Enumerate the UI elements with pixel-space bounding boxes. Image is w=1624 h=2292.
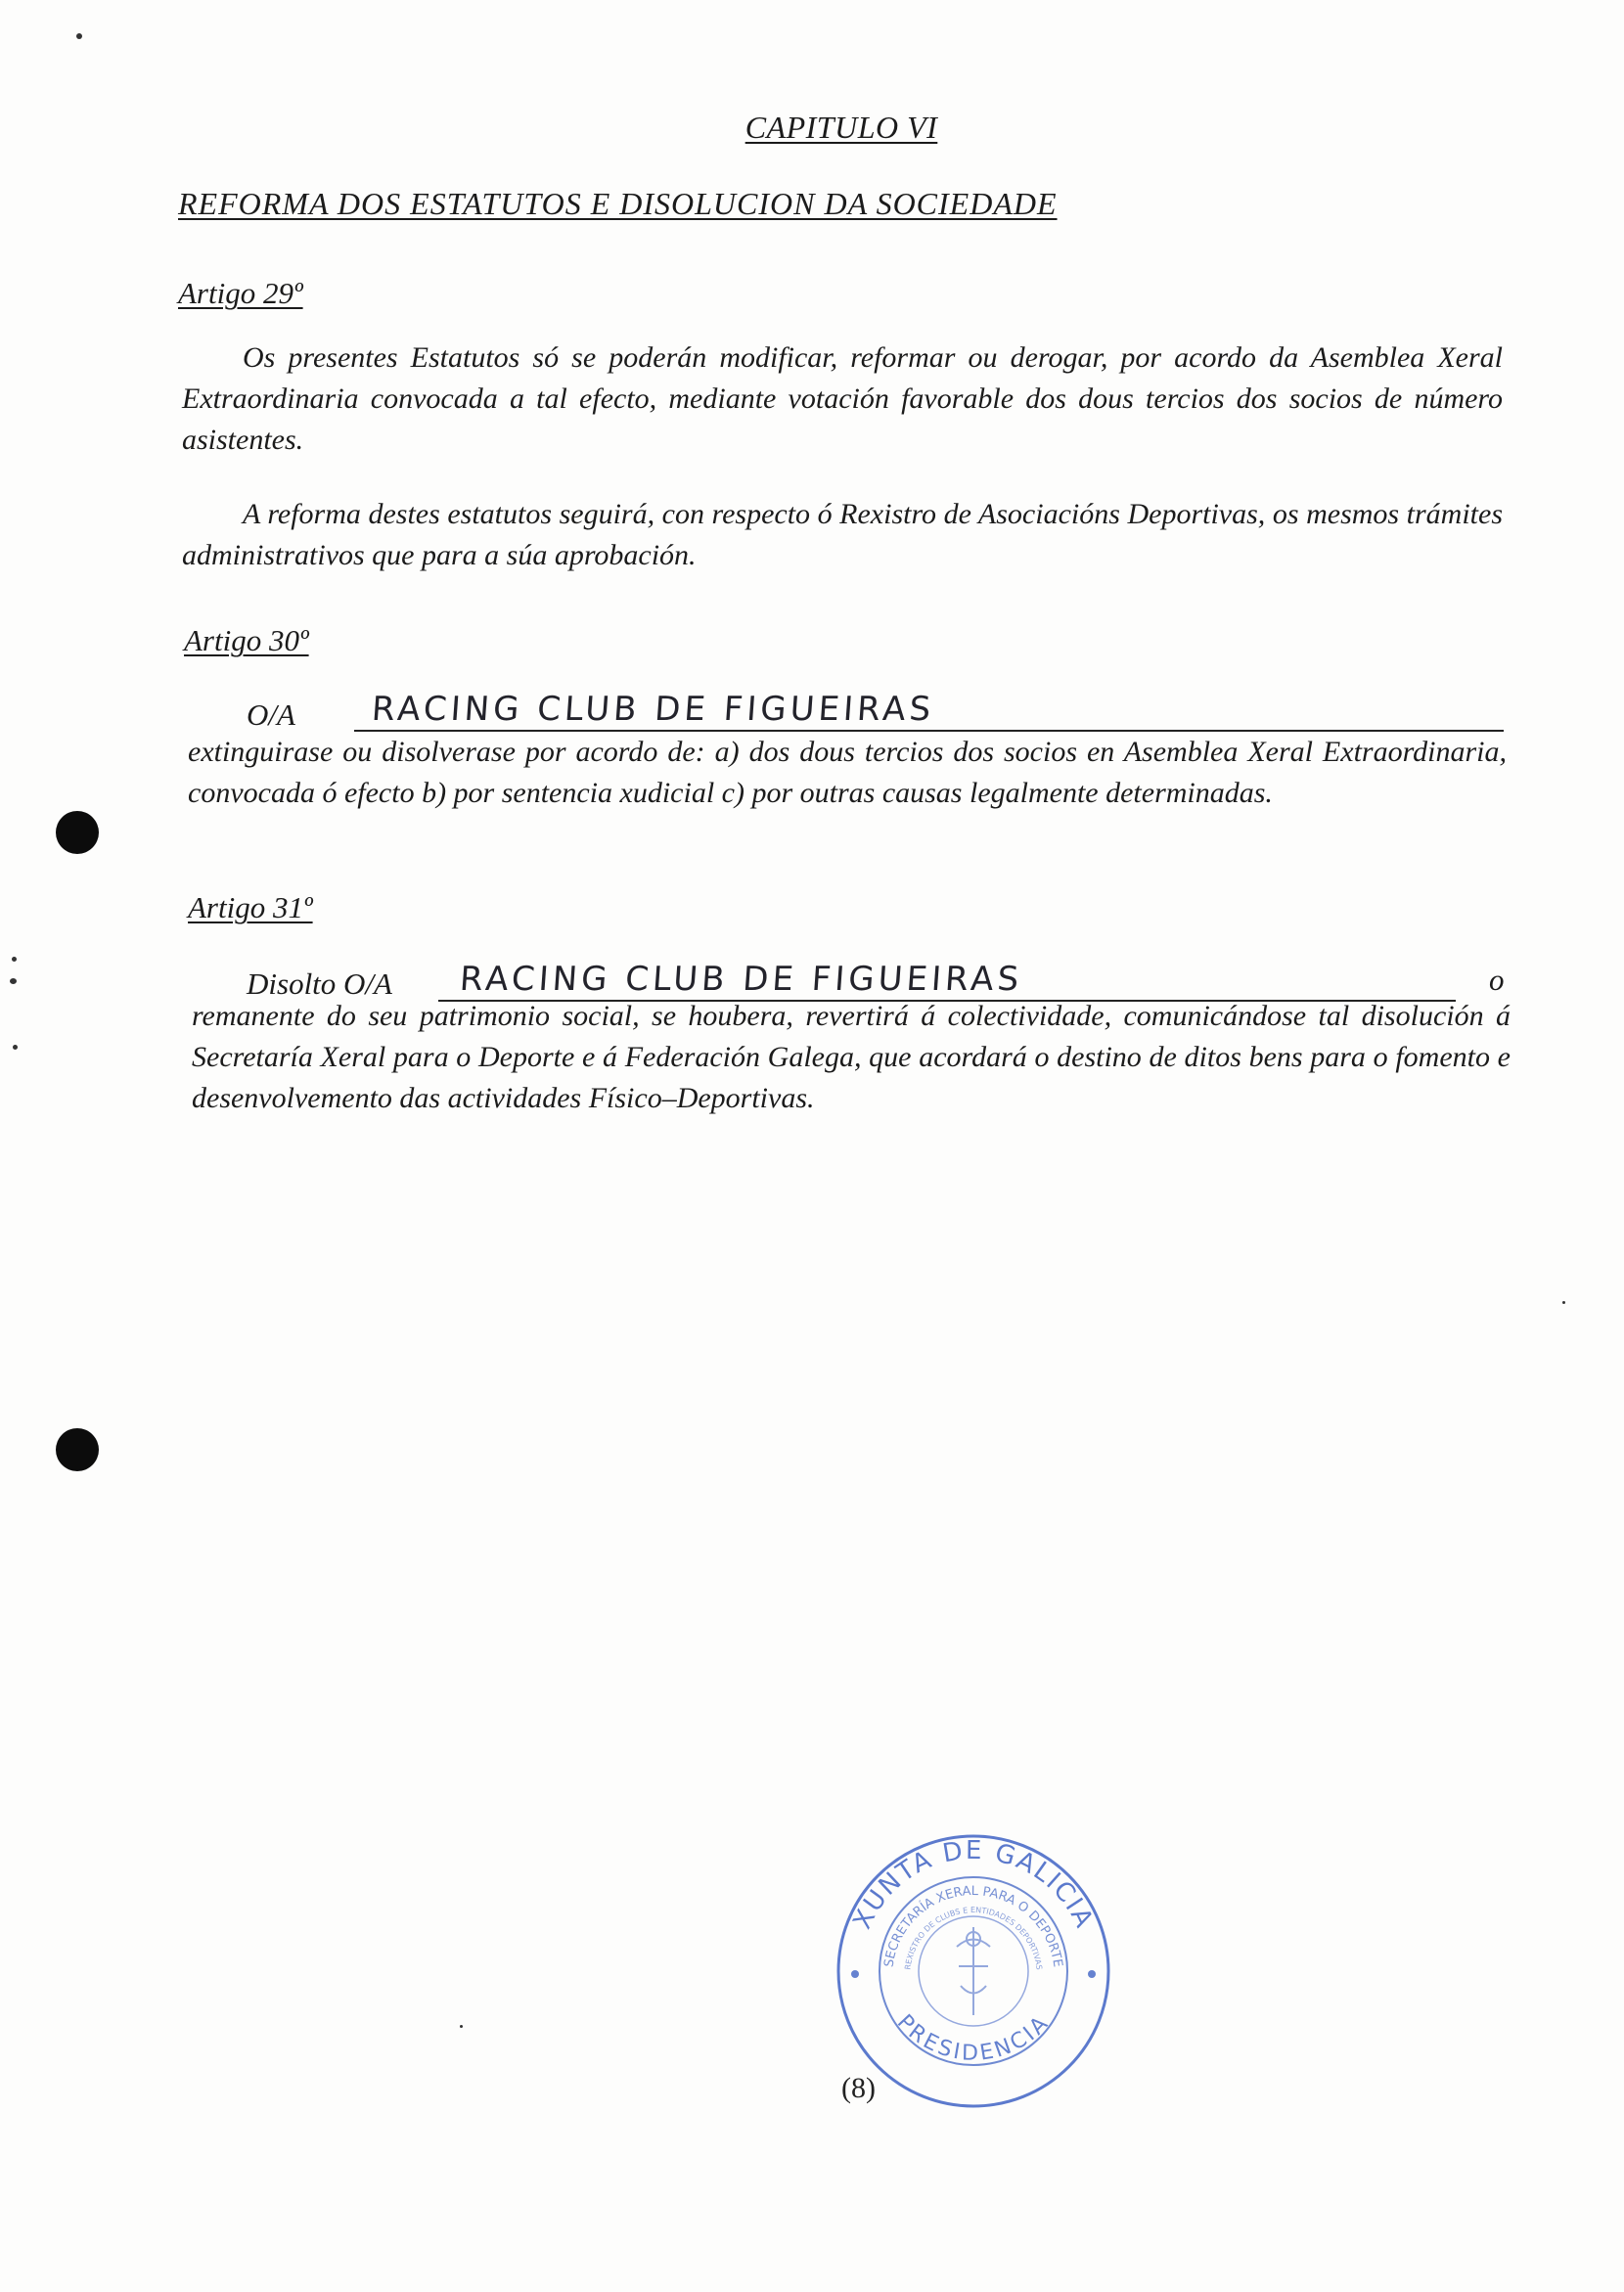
article-31-heading: Artigo 31º xyxy=(188,890,313,924)
article-29-text-2: A reforma destes estatutos seguirá, con respecto ó Rexistro de Asociacións Deportivas, os mesmos trámites administrativos que para a súa aprobación. xyxy=(182,498,1503,571)
stamp-innermost-text: REXISTRO DE CLUBS E ENTIDADES DEPORTIVAS xyxy=(903,1906,1044,1971)
hole-punch-lower xyxy=(56,1428,99,1471)
article-30-body: extinguirase ou disolverase por acordo de: a) dos dous tercios dos socios en Asemblea Xeral Extraordinaria, convocada ó efecto b) por sentencia xudicial c) por outras causas legalmente determinadas. xyxy=(188,736,1507,809)
official-stamp xyxy=(832,1829,1115,2113)
page-number: (8) xyxy=(841,2072,876,2104)
scan-speck xyxy=(1562,1301,1565,1304)
article-29-text-1: Os presentes Estatutos só se poderán modificar, reformar ou derogar, por acordo da Asemblea Xeral Extraordinaria convocada a tal efecto, mediante votación favorable dos dous tercios dos socios de número asistentes. xyxy=(182,341,1503,456)
article-30-lead: O/A xyxy=(247,697,295,732)
article-30-heading: Artigo 30º xyxy=(184,623,309,657)
article-31-lead: Disolto O/A xyxy=(247,966,392,1001)
scan-speck xyxy=(460,2025,463,2028)
scan-speck xyxy=(13,1045,18,1050)
article-31-handwritten-name: RACING CLUB DE FIGUEIRAS xyxy=(458,960,1024,999)
stamp-dot-right xyxy=(1088,1970,1096,1978)
scan-speck xyxy=(10,978,17,984)
article-31-body: remanente do seu patrimonio social, se houbera, revertirá á colectividade, comunicándose tal disolución á Secretaría Xeral para o Deporte e á Federación Galega, que acordará o destino de ditos bens para o fomento e desenvolvemento das actividades Físico–Deportivas. xyxy=(192,1000,1511,1114)
article-29-paragraph-2 xyxy=(182,494,1503,576)
stamp-dot-left xyxy=(851,1970,859,1978)
stamp-emblem xyxy=(957,1927,990,2015)
stamp-outer-text-bottom: PRESIDENCIA xyxy=(891,2009,1056,2066)
article-31-trailing-word: o xyxy=(1489,963,1505,997)
chapter-title: CAPITULO VI xyxy=(744,110,938,145)
stamp-outer-text-top: XUNTA DE GALICIA xyxy=(847,1835,1100,1934)
article-29-heading: Artigo 29º xyxy=(178,276,303,310)
section-title: REFORMA DOS ESTATUTOS E DISOLUCION DA SOCIEDADE xyxy=(178,186,1058,221)
stamp-inner-text: SECRETARÍA XERAL PARA O DEPORTE xyxy=(881,1883,1065,1969)
article-29-paragraph-1 xyxy=(182,337,1503,461)
hole-punch-upper xyxy=(56,811,99,854)
scan-speck xyxy=(12,957,17,962)
article-30-handwritten-name: RACING CLUB DE FIGUEIRAS xyxy=(370,690,936,729)
scan-speck xyxy=(76,33,82,39)
